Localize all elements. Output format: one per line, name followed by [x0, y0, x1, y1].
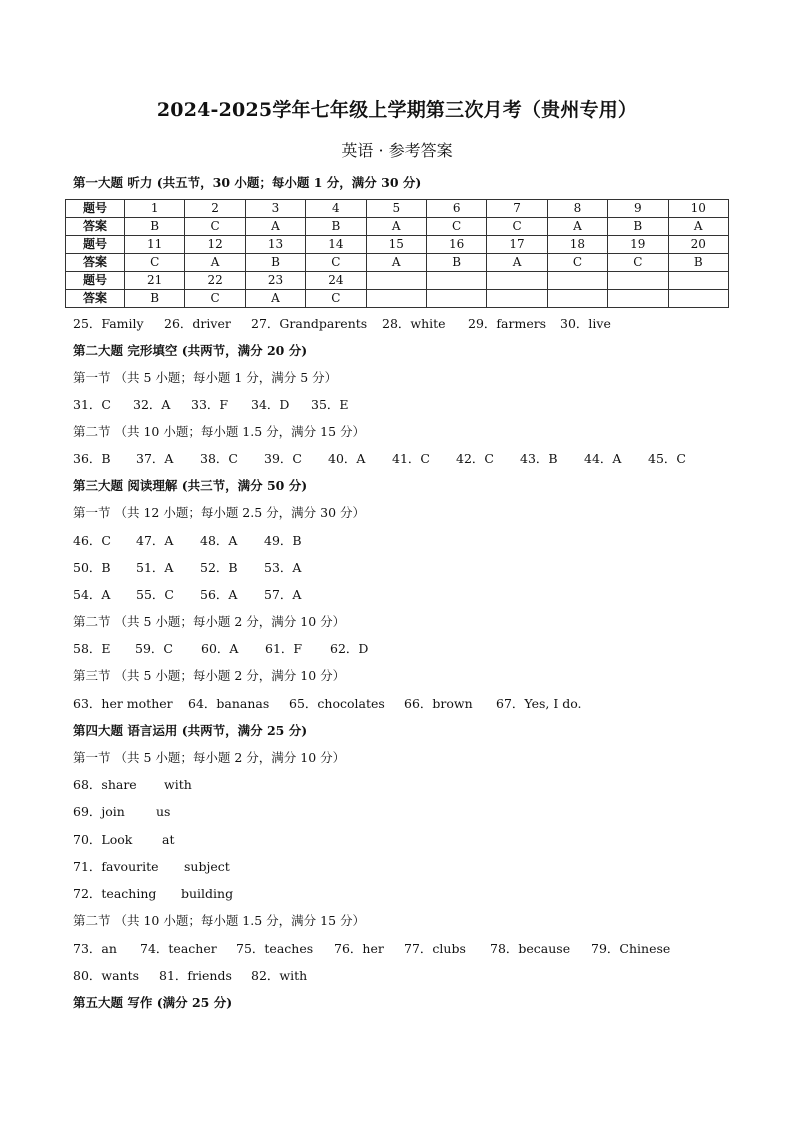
answer-cell: 8 [547, 200, 607, 218]
answer-cell: 14 [306, 236, 366, 254]
part3-sec2-heading: 第二节 （共 5 小题；每小题 2 分，满分 10 分） [73, 614, 346, 629]
answer-cell: 2 [185, 200, 245, 218]
answer-cell: A [366, 254, 426, 272]
answer-cell: 9 [608, 200, 668, 218]
part1-fill-row [73, 316, 611, 332]
answer-item: 40．A [328, 451, 366, 466]
part4-sec2-row2 [73, 968, 307, 984]
answer-cell: 15 [366, 236, 426, 254]
answer-item: 68．share [73, 777, 137, 792]
answer-item: 56．A [200, 587, 238, 602]
part4-sec2-row1 [73, 941, 670, 957]
answer-cell [366, 290, 426, 308]
answer-cell: 21 [125, 272, 185, 290]
answer-cell: A [487, 254, 547, 272]
answer-item: 80．wants [73, 968, 140, 983]
answer-cell: C [608, 254, 668, 272]
part3-sec2-answers [73, 641, 368, 657]
answer-cell [608, 272, 668, 290]
answer-item: 48．A [200, 533, 238, 548]
part4-sec1-item [73, 886, 233, 902]
answer-item: 39．C [264, 451, 302, 466]
answer-item: at [162, 832, 175, 847]
answer-item: 50．B [73, 560, 111, 575]
answer-cell: A [245, 218, 305, 236]
part3-sec1-heading: 第一节 （共 12 小题；每小题 2.5 分，满分 30 分） [73, 505, 366, 520]
part2-sec2-heading: 第二节 （共 10 小题；每小题 1.5 分，满分 15 分） [73, 424, 366, 439]
row-label: 题号 [66, 200, 125, 218]
answer-cell [426, 290, 486, 308]
answer-cell [668, 272, 728, 290]
part3-sec1-row2 [73, 560, 301, 576]
answer-item: 29．farmers [468, 316, 547, 331]
answer-item: 37．A [136, 451, 174, 466]
answer-item: 36．B [73, 451, 111, 466]
answer-table-row [66, 236, 729, 254]
answer-item: 55．C [136, 587, 174, 602]
row-label: 答案 [66, 290, 125, 308]
part1-heading: 第一大题 听力 (共五节，30 小题；每小题 1 分，满分 30 分) [73, 175, 422, 190]
answer-cell: 5 [366, 200, 426, 218]
answer-item: building [181, 886, 234, 901]
part4-sec1-item [73, 777, 192, 793]
answer-item: subject [184, 859, 230, 874]
answer-item: 63．her mother [73, 696, 173, 711]
answer-item: 58．E [73, 641, 111, 656]
answer-item: 46．C [73, 533, 111, 548]
part4-sec1-item [73, 859, 230, 875]
answer-item: 69．join [73, 804, 125, 819]
part5-heading: 第五大题 写作 (满分 25 分) [73, 995, 233, 1010]
answer-item: 41．C [392, 451, 430, 466]
answer-item: 28．white [382, 316, 446, 331]
answer-item: 65．chocolates [289, 696, 385, 711]
part3-heading: 第三大题 阅读理解 (共三节，满分 50 分) [73, 478, 308, 493]
row-label: 题号 [66, 272, 125, 290]
answer-cell: B [245, 254, 305, 272]
answer-item: 74．teacher [140, 941, 217, 956]
answer-item: 45．C [648, 451, 686, 466]
answer-item: 78．because [490, 941, 571, 956]
answer-item: 57．A [264, 587, 302, 602]
answer-item: 64．bananas [188, 696, 270, 711]
part2-sec1-heading: 第一节 （共 5 小题；每小题 1 分，满分 5 分） [73, 370, 338, 385]
answer-cell: 13 [245, 236, 305, 254]
answer-item: 54．A [73, 587, 111, 602]
answer-item: 52．B [200, 560, 238, 575]
answer-item: 43．B [520, 451, 558, 466]
answer-item: 66．brown [404, 696, 473, 711]
answer-cell: A [185, 254, 245, 272]
answer-item: 77．clubs [404, 941, 466, 956]
answer-cell [608, 290, 668, 308]
answer-item: us [156, 804, 171, 819]
answer-cell: 1 [125, 200, 185, 218]
answer-cell [547, 290, 607, 308]
answer-cell: 12 [185, 236, 245, 254]
answer-cell: C [306, 290, 366, 308]
answer-item: 71．favourite [73, 859, 159, 874]
answer-item: 35．E [311, 397, 349, 412]
answer-table-row [66, 272, 729, 290]
answer-item: 32．A [133, 397, 171, 412]
answer-cell: B [125, 218, 185, 236]
page-subtitle: 英语 · 参考答案 [341, 141, 453, 160]
answer-item: 73．an [73, 941, 117, 956]
part4-heading: 第四大题 语言运用 (共两节，满分 25 分) [73, 723, 308, 738]
answer-item: 72．teaching [73, 886, 157, 901]
answer-item: 82．with [251, 968, 308, 983]
answer-cell: B [668, 254, 728, 272]
answer-cell: 11 [125, 236, 185, 254]
answer-cell: 24 [306, 272, 366, 290]
answer-cell: 3 [245, 200, 305, 218]
answer-table-row [66, 290, 729, 308]
part2-heading: 第二大题 完形填空 (共两节，满分 20 分) [73, 343, 308, 358]
answer-item: 38．C [200, 451, 238, 466]
part3-sec1-row3 [73, 587, 301, 603]
answer-cell: C [185, 218, 245, 236]
answer-item: 49．B [264, 533, 302, 548]
row-label: 答案 [66, 218, 125, 236]
answer-item: 31．C [73, 397, 111, 412]
part4-sec1-item [73, 832, 174, 848]
answer-item: 34．D [251, 397, 290, 412]
answer-item: 33．F [191, 397, 229, 412]
answer-cell: B [306, 218, 366, 236]
answer-cell: C [306, 254, 366, 272]
answer-cell [487, 272, 547, 290]
answer-cell [426, 272, 486, 290]
answer-cell: C [426, 218, 486, 236]
answer-cell: B [125, 290, 185, 308]
answer-item: 61．F [265, 641, 303, 656]
answer-cell: A [547, 218, 607, 236]
row-label: 答案 [66, 254, 125, 272]
answer-table-row [66, 218, 729, 236]
answer-item: 81．friends [159, 968, 232, 983]
answer-item: 70．Look [73, 832, 133, 847]
answer-cell: 4 [306, 200, 366, 218]
answer-cell: 22 [185, 272, 245, 290]
answer-table-row [66, 254, 729, 272]
answer-cell: 16 [426, 236, 486, 254]
row-label: 题号 [66, 236, 125, 254]
answer-item: 42．C [456, 451, 494, 466]
part2-sec2-answers [73, 451, 686, 467]
answer-item: with [164, 777, 192, 792]
part2-sec1-answers [73, 397, 349, 413]
answer-item: 62．D [330, 641, 369, 656]
answer-cell: 7 [487, 200, 547, 218]
part3-sec3-answers [73, 696, 582, 712]
listening-answer-table [65, 199, 729, 308]
part4-sec2-heading: 第二节 （共 10 小题；每小题 1.5 分，满分 15 分） [73, 913, 366, 928]
answer-cell: B [426, 254, 486, 272]
answer-cell [668, 290, 728, 308]
answer-item: 67．Yes, I do. [496, 696, 582, 711]
answer-cell: 18 [547, 236, 607, 254]
page-title: 2024-2025学年七年级上学期第三次月考（贵州专用） [156, 99, 638, 121]
answer-item: 53．A [264, 560, 302, 575]
answer-cell: 17 [487, 236, 547, 254]
answer-cell: C [547, 254, 607, 272]
answer-item: 25．Family [73, 316, 144, 331]
answer-item: 27．Grandparents [251, 316, 368, 331]
answer-cell: A [245, 290, 305, 308]
answer-cell: C [185, 290, 245, 308]
answer-cell: 10 [668, 200, 728, 218]
answer-cell [366, 272, 426, 290]
answer-item: 76．her [334, 941, 384, 956]
answer-item: 59．C [135, 641, 173, 656]
answer-cell: 19 [608, 236, 668, 254]
part3-sec1-row1 [73, 533, 302, 549]
answer-cell: C [487, 218, 547, 236]
answer-item: 60．A [201, 641, 239, 656]
answer-cell: 20 [668, 236, 728, 254]
answer-cell: B [608, 218, 668, 236]
answer-item: 26．driver [164, 316, 231, 331]
answer-cell: A [668, 218, 728, 236]
answer-cell: A [366, 218, 426, 236]
answer-item: 75．teaches [236, 941, 314, 956]
part4-sec1-heading: 第一节 （共 5 小题；每小题 2 分，满分 10 分） [73, 750, 346, 765]
answer-cell: C [125, 254, 185, 272]
answer-cell [547, 272, 607, 290]
answer-item: 47．A [136, 533, 174, 548]
answer-cell [487, 290, 547, 308]
answer-item: 44．A [584, 451, 622, 466]
answer-item: 30．live [560, 316, 611, 331]
answer-item: 79．Chinese [591, 941, 671, 956]
part4-sec1-item [73, 804, 170, 820]
part3-sec3-heading: 第三节 （共 5 小题；每小题 2 分，满分 10 分） [73, 668, 346, 683]
answer-cell: 23 [245, 272, 305, 290]
answer-table-row [66, 200, 729, 218]
answer-cell: 6 [426, 200, 486, 218]
answer-item: 51．A [136, 560, 174, 575]
